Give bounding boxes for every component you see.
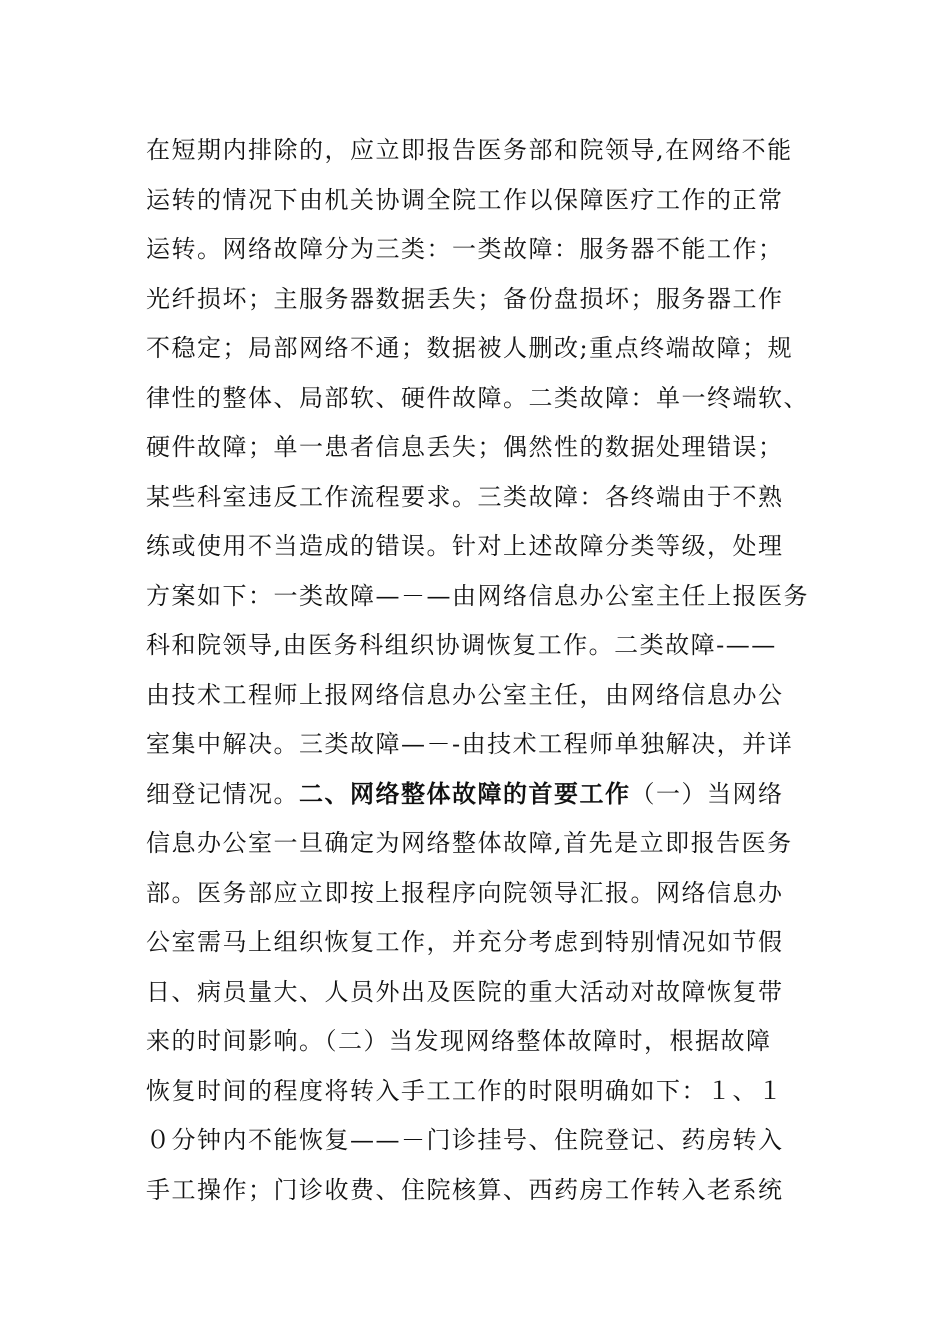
- text-line-7: 硬件故障；单一患者信息丢失；偶然性的数据处理错误；: [146, 433, 784, 461]
- text-line-4: 光纤损坏；主服务器数据丢失；备份盘损坏；服务器工作: [146, 284, 784, 313]
- text-line-18: 日、病员量大、人员外出及医院的重大活动对故障恢复带: [146, 977, 784, 1006]
- text-line-20: 恢复时间的程度将转入手工工作的时限明确如下：１、１: [146, 1076, 784, 1105]
- line-14-suffix: （一）当网络: [630, 779, 784, 808]
- text-line-8: 某些科室违反工作流程要求。三类故障：各终端由于不熟: [146, 482, 784, 511]
- text-line-22: 手工操作；门诊收费、住院核算、西药房工作转入老系统: [146, 1175, 784, 1204]
- text-line-5: 不稳定；局部网络不通；数据被人删改;重点终端故障；规: [146, 334, 794, 362]
- body-text: [146, 126, 809, 1215]
- text-line-17: 公室需马上组织恢复工作，并充分考虑到特别情况如节假: [146, 928, 784, 956]
- text-line-14: [146, 770, 806, 820]
- text-line-15: 信息办公室一旦确定为网络整体故障,首先是立即报告医务: [146, 829, 793, 857]
- line-14-prefix: 细登记情况。: [146, 779, 299, 808]
- text-line-10: 方案如下：一类故障—－—由网络信息办公室主任上报医务: [146, 581, 809, 610]
- text-line-6: 律性的整体、局部软、硬件故障。二类故障：单一终端软、: [146, 383, 809, 412]
- text-line-11: 科和院领导,由医务科组织协调恢复工作。二类故障-——: [146, 631, 777, 659]
- text-line-9: 练或使用不当造成的错误。针对上述故障分类等级，处理: [146, 532, 784, 560]
- text-line-1: 在短期内排除的，应立即报告医务部和院领导,在网络不能: [146, 136, 793, 164]
- text-line-19: 来的时间影响。（二）当发现网络整体故障时，根据故障: [146, 1027, 772, 1055]
- text-line-21: ０分钟内不能恢复——－门诊挂号、住院登记、药房转入: [146, 1126, 784, 1154]
- text-line-2: 运转的情况下由机关协调全院工作以保障医疗工作的正常: [146, 185, 784, 214]
- text-line-13: 室集中解决。三类故障—－-由技术工程师单独解决，并详: [146, 730, 794, 758]
- text-line-3: 运转。网络故障分为三类：一类故障：服务器不能工作；: [146, 235, 784, 263]
- text-line-16: 部。医务部应立即按上报程序向院领导汇报。网络信息办: [146, 878, 784, 907]
- section-heading: 二、网络整体故障的首要工作: [299, 779, 631, 808]
- text-line-12: 由技术工程师上报网络信息办公室主任，由网络信息办公: [146, 680, 784, 709]
